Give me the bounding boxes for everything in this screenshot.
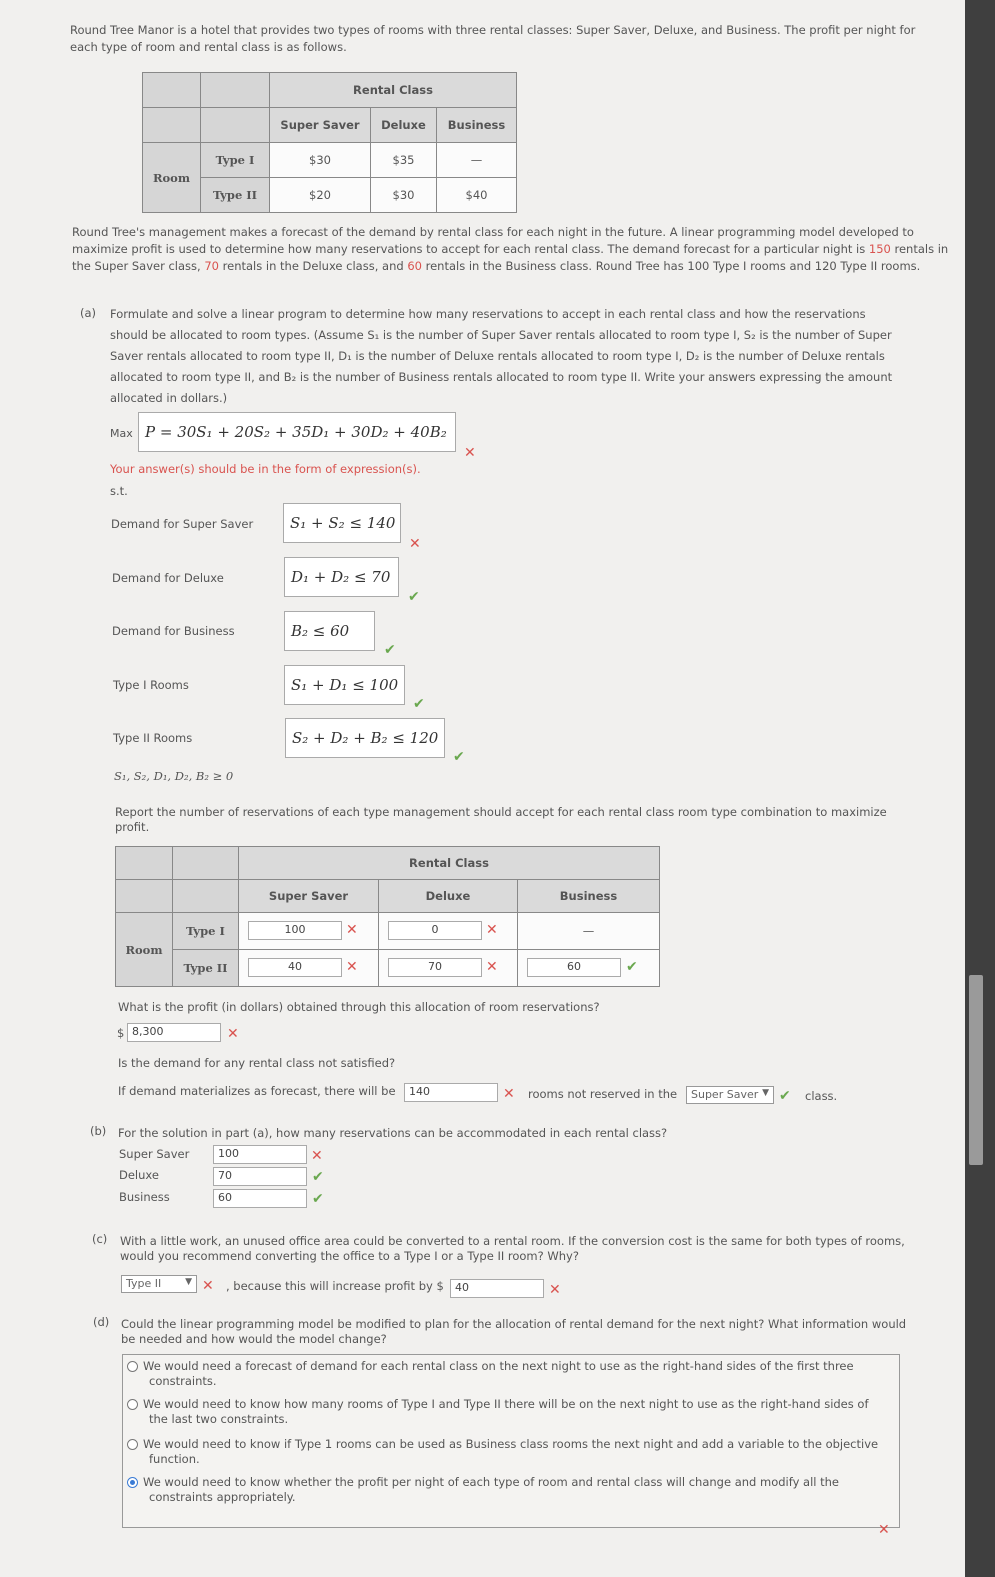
profit-row-type2: Type II (201, 178, 270, 213)
option-3[interactable]: We would need to know if Type 1 rooms can be used as Business class rooms the next night and add a variable to the objective function. (127, 1437, 887, 1467)
alloc-row-group: Room (116, 913, 173, 987)
radio-button[interactable] (127, 1399, 138, 1410)
incorrect-icon: ✕ (346, 922, 358, 938)
profit-table-title: Rental Class (270, 73, 517, 108)
alloc-row-type2: Type II (173, 950, 239, 987)
alloc-col-business: Business (518, 880, 660, 913)
profit-row-type1: Type I (201, 143, 270, 178)
profit-cell: — (437, 143, 517, 178)
incorrect-icon: ✕ (486, 922, 498, 938)
alloc-cell (379, 950, 518, 987)
alloc-type2-super-saver-input[interactable]: 40 (248, 958, 342, 977)
accommodated-business-input[interactable]: 60 (213, 1189, 307, 1208)
incorrect-icon: ✕ (409, 536, 421, 552)
incorrect-icon: ✕ (878, 1522, 890, 1538)
demand-question: Is the demand for any rental class not satisfied? (118, 1056, 396, 1070)
correct-icon: ✔ (413, 696, 425, 712)
allocation-table (115, 846, 660, 987)
incorrect-icon: ✕ (503, 1086, 515, 1102)
profit-cell: $20 (270, 178, 371, 213)
correct-icon: ✔ (453, 749, 465, 765)
currency-symbol: $ (117, 1026, 125, 1040)
demand-prefix: If demand materializes as forecast, there will be (118, 1084, 396, 1098)
part-a-question: Formulate and solve a linear program to determine how many reservations to accept in each rental class and how the reservations should be allocated to room types. (Assume S₁ is the number of Super Saver rentals allocated to room type I, S₂ is the number of Super Saver rentals allocated to room type II, D₁ is the number of Deluxe rentals allocated to room type I, D₂ is the number of Deluxe rentals allocated to room type II, and B₂ is the number of Business rentals allocated to room type II. Write your answers expressing the amount allocated in dollars.) (110, 307, 893, 405)
part-b-row-label: Super Saver (119, 1147, 190, 1161)
part-b-row-label: Deluxe (119, 1168, 159, 1182)
forecast-super-saver: 150 (868, 242, 891, 256)
correct-icon: ✔ (779, 1088, 791, 1104)
radio-button-selected[interactable] (127, 1477, 138, 1488)
profit-col-deluxe: Deluxe (371, 108, 437, 143)
profit-question: What is the profit (in dollars) obtained through this allocation of room reservations? (118, 1000, 600, 1014)
part-b-label: (b) (90, 1124, 107, 1138)
incorrect-icon: ✕ (464, 445, 476, 461)
correct-icon: ✔ (626, 959, 638, 975)
constraint-label-deluxe: Demand for Deluxe (112, 571, 224, 585)
incorrect-icon: ✕ (346, 959, 358, 975)
constraint-label-business: Demand for Business (112, 624, 235, 638)
constraint-business-input[interactable]: B₂ ≤ 60 (284, 611, 375, 651)
constraint-label-type1: Type I Rooms (113, 678, 189, 692)
objective-input[interactable]: P = 30S₁ + 20S₂ + 35D₁ + 30D₂ + 40B₂ (138, 412, 456, 452)
unreserved-rooms-input[interactable]: 140 (404, 1083, 498, 1102)
accommodated-deluxe-input[interactable]: 70 (213, 1167, 307, 1186)
alloc-cell (239, 950, 379, 987)
profit-increase-input[interactable]: 40 (450, 1279, 544, 1298)
incorrect-icon: ✕ (311, 1148, 323, 1164)
objective-feedback: Your answer(s) should be in the form of expression(s). (110, 462, 421, 476)
forecast-business: 60 (407, 259, 422, 273)
part-c-label: (c) (92, 1232, 108, 1246)
alloc-type1-business: — (518, 913, 660, 950)
max-label: Max (110, 427, 133, 440)
alloc-cell (379, 913, 518, 950)
room-type-select[interactable]: Type II ▼ (121, 1275, 197, 1293)
scrollbar-thumb[interactable] (969, 975, 983, 1165)
demand-middle: rooms not reserved in the (528, 1087, 678, 1101)
option-1[interactable]: We would need a forecast of demand for each rental class on the next night to use as the right-hand sides of the first three constraints. (127, 1359, 887, 1389)
profit-cell: $40 (437, 178, 517, 213)
correct-icon: ✔ (384, 642, 396, 658)
alloc-row-type1: Type I (173, 913, 239, 950)
alloc-cell (518, 950, 660, 987)
constraint-super-saver-input[interactable]: S₁ + S₂ ≤ 140 (283, 503, 401, 543)
constraint-label-super-saver: Demand for Super Saver (111, 517, 254, 531)
part-b-question: For the solution in part (a), how many reservations can be accommodated in each rental class? (118, 1126, 668, 1140)
constraint-type1-input[interactable]: S₁ + D₁ ≤ 100 (284, 665, 405, 705)
constraint-deluxe-input[interactable]: D₁ + D₂ ≤ 70 (284, 557, 399, 597)
alloc-type2-deluxe-input[interactable]: 70 (388, 958, 482, 977)
profit-col-super-saver: Super Saver (270, 108, 371, 143)
profit-row-group: Room (143, 143, 201, 213)
answer-options-box (122, 1354, 900, 1528)
profit-cell: $30 (371, 178, 437, 213)
intro-text: Round Tree Manor is a hotel that provides two types of rooms with three rental classes: Super Saver, Deluxe, and Business. The profit per night for each type of room and rental class is as follows. (70, 23, 916, 54)
alloc-table-title: Rental Class (239, 847, 660, 880)
constraint-label-type2: Type II Rooms (113, 731, 193, 745)
chevron-down-icon: ▼ (185, 1277, 192, 1287)
part-a-label: (a) (80, 306, 97, 320)
constraint-type2-input[interactable]: S₂ + D₂ + B₂ ≤ 120 (285, 718, 445, 758)
alloc-col-super-saver: Super Saver (239, 880, 379, 913)
incorrect-icon: ✕ (549, 1282, 561, 1298)
part-c-because: , because this will increase profit by $ (226, 1279, 444, 1293)
incorrect-icon: ✕ (202, 1278, 214, 1294)
st-label: s.t. (110, 484, 128, 498)
chevron-down-icon: ▼ (762, 1088, 769, 1098)
profit-cell: $30 (270, 143, 371, 178)
profit-col-business: Business (437, 108, 517, 143)
accommodated-super-saver-input[interactable]: 100 (213, 1145, 307, 1164)
incorrect-icon: ✕ (486, 959, 498, 975)
part-b-row-label: Business (119, 1190, 170, 1204)
option-4[interactable]: We would need to know whether the profit per night of each type of room and rental class will change and modify all the constraints appropriately. (127, 1475, 887, 1505)
report-text: Report the number of reservations of each type management should accept for each rental class room type combination to maximize profit. (115, 805, 887, 834)
part-d-label: (d) (93, 1315, 110, 1329)
correct-icon: ✔ (312, 1169, 324, 1185)
incorrect-icon: ✕ (227, 1026, 239, 1042)
radio-button[interactable] (127, 1439, 138, 1450)
profit-input[interactable]: 8,300 (127, 1023, 221, 1042)
rental-class-select[interactable]: Super Saver ▼ (686, 1086, 774, 1104)
demand-suffix: class. (805, 1089, 838, 1103)
alloc-cell (239, 913, 379, 950)
correct-icon: ✔ (408, 589, 420, 605)
profit-cell: $35 (371, 143, 437, 178)
correct-icon: ✔ (312, 1191, 324, 1207)
option-2[interactable]: We would need to know how many rooms of Type I and Type II there will be on the next night to use as the right-hand sides of the last two constraints. (127, 1397, 887, 1427)
profit-table (142, 72, 517, 213)
radio-button[interactable] (127, 1361, 138, 1372)
part-d-question: Could the linear programming model be modified to plan for the allocation of rental demand for the next night? What information would be needed and how would the model change? (121, 1317, 907, 1346)
part-c-question: With a little work, an unused office area could be converted to a rental room. If the conversion cost is the same for both types of rooms, would you recommend converting the office to a Type I or a Type II room? Why? (120, 1234, 905, 1263)
alloc-type1-super-saver-input[interactable]: 100 (248, 921, 342, 940)
alloc-type2-business-input[interactable]: 60 (527, 958, 621, 977)
forecast-deluxe: 70 (204, 259, 219, 273)
alloc-type1-deluxe-input[interactable]: 0 (388, 921, 482, 940)
nonnegativity: S₁, S₂, D₁, D₂, B₂ ≥ 0 (114, 769, 234, 783)
management-text: Round Tree's management makes a forecast of the demand by rental class for each night in the future. A linear programming model developed to maximize profit is used to determine how many reservations to accept for each rental class. The demand forecast for a particular night is 150 rentals in the Super Saver class, 70 rentals in the Deluxe class, and 60 rentals in the Business class. Round Tree has 100 Type I rooms and 120 Type II rooms. (72, 225, 949, 273)
scrollbar-track[interactable] (965, 0, 995, 1577)
alloc-col-deluxe: Deluxe (379, 880, 518, 913)
